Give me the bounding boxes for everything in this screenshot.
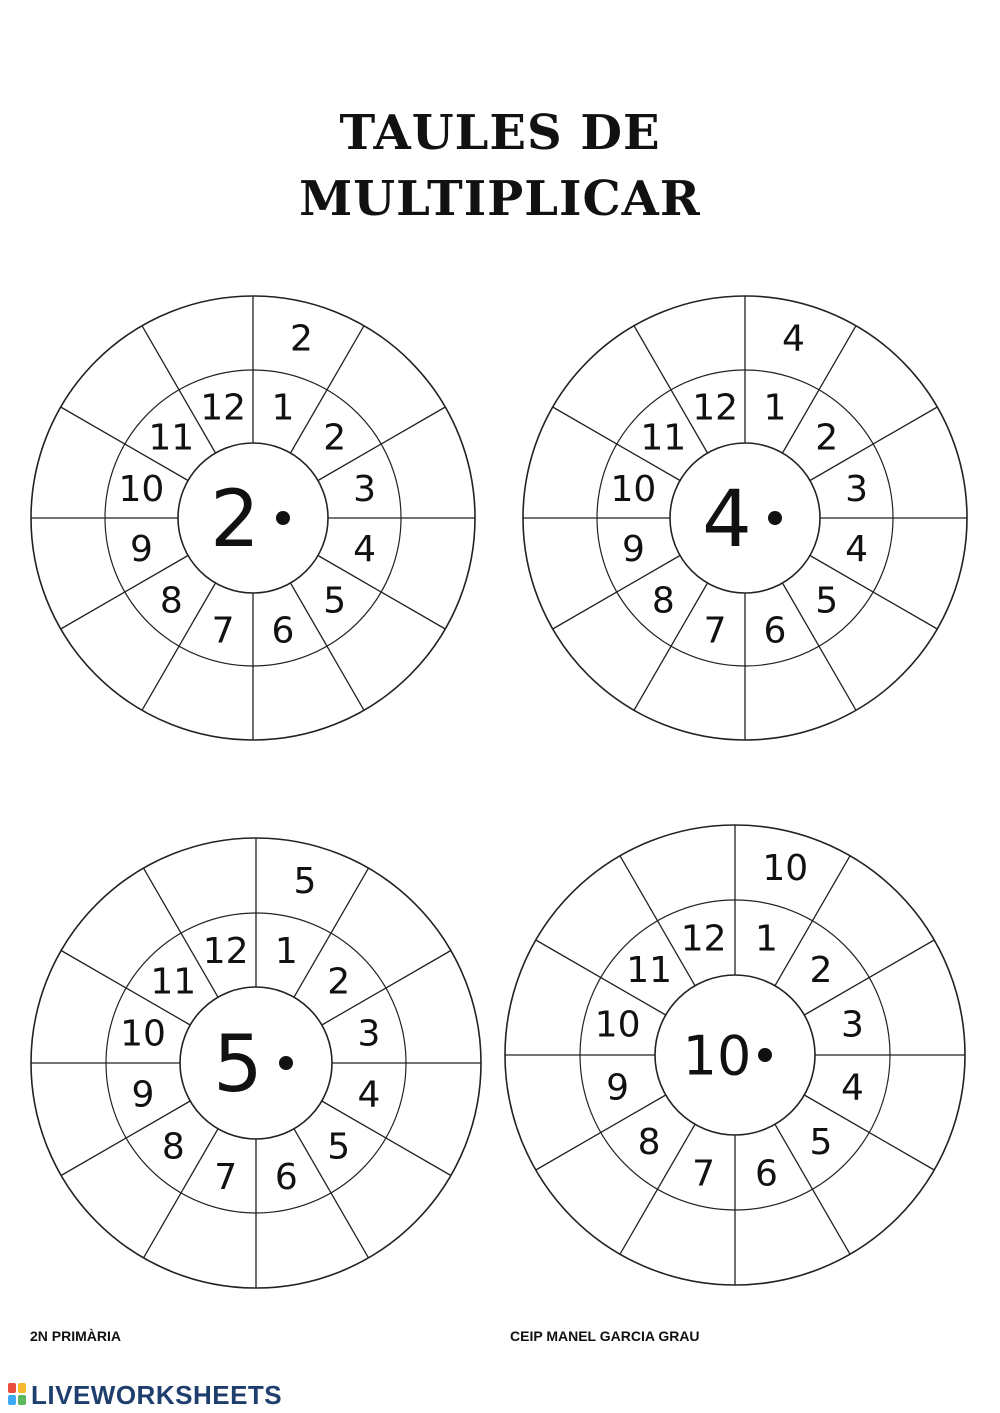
multiply-dot: [279, 1056, 293, 1070]
answer-slot-7[interactable]: [659, 1217, 711, 1269]
wheel-4: [523, 296, 967, 740]
multiplier-6: 6: [271, 610, 295, 652]
brand-name: LIVEWORKSHEETS: [31, 1379, 283, 1410]
multiplier-11: 11: [150, 961, 197, 1003]
multiplier-6: 6: [274, 1157, 298, 1198]
multiplier-7: 7: [692, 1153, 716, 1195]
multiplier-7: 7: [703, 610, 727, 652]
multiplier-5: 5: [809, 1121, 833, 1163]
multiplier-1: 1: [754, 918, 778, 960]
center-number: 10: [682, 1024, 752, 1088]
answer-slot-6[interactable]: [275, 673, 327, 725]
multiplier-6: 6: [763, 610, 787, 652]
center-number: 4: [702, 475, 752, 566]
answer-slot-2[interactable]: [847, 892, 899, 944]
answer-slot-10[interactable]: [47, 988, 99, 1040]
multiply-dot: [758, 1048, 772, 1062]
multiplier-11: 11: [148, 417, 195, 459]
multiplier-1: 1: [271, 387, 295, 429]
multiplier-2: 2: [815, 417, 839, 459]
answer-slot-9[interactable]: [46, 540, 98, 592]
wheel-2: [31, 296, 475, 740]
answer-slot-12[interactable]: [659, 841, 711, 893]
answer-slot-9[interactable]: [538, 540, 590, 592]
multiplier-5: 5: [323, 580, 347, 622]
multiply-dot: [768, 511, 782, 525]
multiplier-3: 3: [357, 1013, 381, 1055]
answer-slot-4[interactable]: [900, 540, 952, 592]
multiplier-6: 6: [754, 1153, 778, 1195]
multiplier-11: 11: [640, 417, 687, 459]
answer-slot-10[interactable]: [521, 979, 573, 1031]
answer-slot-11[interactable]: [96, 903, 148, 955]
answer-slot-2[interactable]: [851, 360, 903, 412]
multiplier-10: 10: [120, 1013, 166, 1055]
multiplier-5: 5: [815, 580, 839, 622]
multiplier-4: 4: [845, 528, 869, 570]
answer-slot-5[interactable]: [364, 1171, 416, 1223]
answer-slot-3[interactable]: [408, 444, 460, 496]
multiplier-2: 2: [323, 417, 347, 459]
answer-slot-4[interactable]: [897, 1079, 949, 1131]
answer-slot-4[interactable]: [408, 540, 460, 592]
title-line-1: TAULES DE: [339, 105, 661, 161]
multiplier-12: 12: [680, 918, 727, 960]
multiplier-4: 4: [357, 1074, 381, 1116]
multiplier-9: 9: [606, 1067, 630, 1109]
title-line-2: MULTIPLICAR: [299, 171, 701, 227]
multiplier-4: 4: [840, 1067, 864, 1109]
answer-slot-8[interactable]: [572, 1167, 624, 1219]
answer-slot-9[interactable]: [521, 1079, 573, 1131]
multiplier-10: 10: [594, 1004, 641, 1046]
multiply-dot: [276, 511, 290, 525]
school-label: CEIP MANEL GARCIA GRAU: [510, 1328, 700, 1344]
multiplier-7: 7: [211, 610, 235, 652]
answer-slot-5[interactable]: [359, 624, 411, 676]
answer-slot-6[interactable]: [767, 673, 819, 725]
answer-slot-8[interactable]: [587, 624, 639, 676]
answer-slot-9[interactable]: [47, 1086, 99, 1138]
liveworksheets-logo-icon: [8, 1383, 28, 1407]
answer-slot-11[interactable]: [95, 360, 147, 412]
answer-slot-3[interactable]: [900, 444, 952, 496]
multiplier-3: 3: [845, 469, 869, 511]
multiplier-8: 8: [637, 1121, 661, 1163]
multiplier-10: 10: [610, 469, 657, 511]
multiplier-8: 8: [159, 580, 183, 622]
multiplier-9: 9: [621, 528, 645, 570]
center-number: 5: [213, 1020, 263, 1111]
answer-slot-3[interactable]: [897, 979, 949, 1031]
multiplier-1: 1: [274, 931, 298, 972]
answer-slot-12[interactable]: [671, 311, 723, 363]
brand-logo[interactable]: [8, 1380, 282, 1410]
multiplier-11: 11: [626, 950, 673, 992]
answer-slot-7[interactable]: [671, 673, 723, 725]
answer-slot-12[interactable]: [179, 311, 231, 363]
multiplier-2: 2: [327, 961, 351, 1003]
answer-slot-11[interactable]: [572, 892, 624, 944]
answer-slot-6[interactable]: [279, 1220, 331, 1272]
multiplier-3: 3: [840, 1004, 864, 1046]
answer-slot-12[interactable]: [181, 854, 233, 906]
multiplier-12: 12: [692, 387, 739, 429]
multiplier-12: 12: [202, 931, 249, 972]
answer-slot-2[interactable]: [364, 903, 416, 955]
multiplier-10: 10: [118, 469, 165, 511]
answer-slot-8[interactable]: [96, 1171, 148, 1223]
answer-slot-5[interactable]: [851, 624, 903, 676]
answer-slot-5[interactable]: [847, 1167, 899, 1219]
answer-slot-10[interactable]: [538, 444, 590, 496]
answer-slot-2[interactable]: [359, 360, 411, 412]
multiplier-12: 12: [200, 387, 247, 429]
answer-slot-8[interactable]: [95, 624, 147, 676]
answer-slot-4[interactable]: [413, 1086, 465, 1138]
multiplier-3: 3: [353, 469, 377, 511]
multiplier-4: 4: [353, 528, 377, 570]
grade-label: 2N PRIMÀRIA: [30, 1328, 122, 1344]
answer-slot-10[interactable]: [46, 444, 98, 496]
wheel-5: [31, 838, 481, 1288]
multiplier-1: 1: [763, 387, 787, 429]
answer-slot-7[interactable]: [179, 673, 231, 725]
answer-slot-6[interactable]: [759, 1217, 811, 1269]
multiplier-9: 9: [129, 528, 153, 570]
multiplier-8: 8: [651, 580, 675, 622]
wheel-10: [505, 825, 965, 1285]
multiplier-7: 7: [214, 1157, 238, 1198]
answer-example: 5: [293, 861, 317, 902]
multiplier-5: 5: [327, 1126, 351, 1168]
multiplier-9: 9: [131, 1074, 155, 1116]
answer-slot-11[interactable]: [587, 360, 639, 412]
answer-slot-3[interactable]: [413, 988, 465, 1040]
multiplier-8: 8: [161, 1126, 185, 1168]
answer-slot-7[interactable]: [181, 1220, 233, 1272]
multiplier-2: 2: [809, 950, 833, 992]
center-number: 2: [210, 475, 260, 566]
answer-example: 2: [289, 318, 313, 360]
answer-example: 4: [781, 318, 805, 360]
answer-example: 10: [762, 848, 809, 890]
